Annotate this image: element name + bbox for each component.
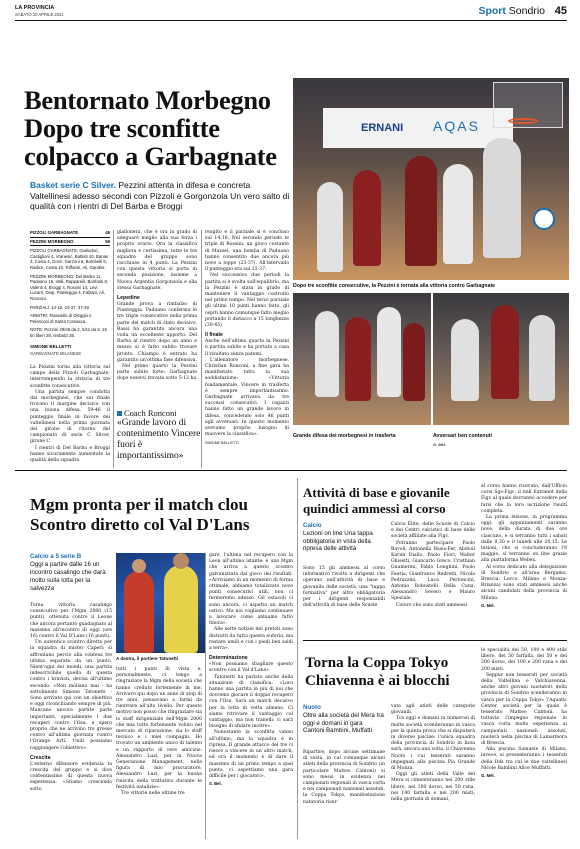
article2-photo <box>116 553 206 653</box>
player-shape <box>529 315 555 401</box>
article2-col1 <box>30 603 112 793</box>
stats-line5: NOTE: Pezzini 29/46 da 2, 5/11 da 3, 16 tiri liberi 28, rimbalzi 35. <box>30 327 107 338</box>
paper-name: LA PROVINCIA <box>15 5 55 11</box>
article2-photo-caption: A destra, il portiere Tatonetti <box>116 656 179 661</box>
byline-place: GARBAGNATE MILANESE <box>30 351 82 356</box>
article4-headline-line2: Chiavenna è ai blocchi <box>305 672 450 689</box>
column-divider <box>201 230 202 468</box>
quote-marker-icon <box>117 411 122 416</box>
main-photo <box>293 78 569 280</box>
article3-byline: G. Mel. <box>481 602 495 608</box>
player-shape <box>491 305 519 399</box>
main-headline-line3: colpacco a Garbagnate <box>24 141 277 171</box>
article4-headline <box>305 655 485 690</box>
main-kicker: Basket serie C Silver. <box>30 180 117 190</box>
player-shape <box>317 182 343 272</box>
stats-row-team2 <box>30 239 110 247</box>
article2-headline <box>30 495 292 534</box>
stats-line1: PIZZOLI GARBAGNATE: Giuliodori, Castiglioni 4, Vranesic, Battisti 10, Banas 3, Costa 4, Gorzi, Garzoni 6, Bombelli 6, Radice, Costa 10, Toffanin, Ali, Gandini. <box>30 248 109 270</box>
paragraph: Alla piscina Samuele di Milano, invece, si presenteranno i tesserati della Dds tra cui le due valtellinesi Nicole Bambini Alice Muffatti. <box>481 747 567 771</box>
paragraph: Alle sette notizie del pretoti sono distrutti da tutta questa euforia, ma restare umili e con i piedi ben saldi a terra». <box>209 627 293 652</box>
player-shape <box>124 571 154 653</box>
paragraph: tutti i punti di vista e, personalmente, ci tengo a ringraziare la Mgm della società che hanno creduto fortemente in me. Arrivavo qui dopo un anno di stop di tre anni, pensavano a farmi da rientrare all'alto livello. Per questo motivo non posso che ringraziare sia lo staff dirigenziale dell'Mgm 2000 che mia tutto fortemente voluto nel mercato di riparazione, sia lo staff tecnico e i miei compagni. Ho trovato un ambiente unico di talento e un rapporto di vere amicizie. Alessandro Luzi, per la Nuova Generazione Management, nella figura di mio procuratore, Alessandro Luzi, per la buona riuscita della trattativa durante le festività natalizie». <box>116 667 202 790</box>
paper-date: SABATO 10 APRILE 2021 <box>15 12 64 17</box>
article2-kicker: Calcio a 5 serie B <box>30 553 82 560</box>
photo-credit: G. Mel. <box>433 442 447 447</box>
quote-text: «Grande lavoro di contenimento Vincere fuori è importantissimo» <box>117 418 201 461</box>
paragraph: Sono 15 gli ammessi al corso informativo rivolto a dirigenti che operano nell'attività di base e giovanile delle società, una "tappa formativa" per altro obbligatoria per i dirigenti responsabili dell'attività di base delle Scuole <box>303 566 385 609</box>
article2-col2 <box>116 667 202 797</box>
section-sondrio: Sondrio <box>508 5 545 17</box>
article4-byline: G. Mel. <box>481 773 495 779</box>
player-shape <box>353 170 381 266</box>
paragraph: Anche nell'ultimo quarto la Pezzini è partita subito e ha portato a casa il risultato senza patemi. <box>205 339 289 357</box>
stats-line2: PEZZINI MORBEGNO: Del Barba 11, Paduano 16, Valli, Rappareili, Bonfanti 8, Valenti 4, Broggi 4, Rossini 14, Levi Lucarri, Diop, Pianteggia 4, Falzani, Ali, Ronconi. <box>30 273 109 301</box>
byline-name: SIMONE BELLETTI <box>30 344 72 349</box>
quote-author: Coach Ronconi <box>117 408 203 418</box>
header-rule <box>15 20 567 21</box>
article2-headline-line1: Mgm pronta per il match clou <box>30 495 248 514</box>
main-subhead <box>30 180 292 212</box>
player-head <box>132 559 146 573</box>
article3-col2 <box>391 522 475 609</box>
section-sport: Sport <box>478 5 506 17</box>
paragraph: gare, l'ultima nel recupero con la Leon all'ultimo istante: è una Mgm che arriva a questo scontro galvanizzata dal gioco dei risultati. «Arriviamo in un momento di forma ottimale, abbiamo totalizzato nove punti consecutivi utili, non ci fermeremo adesso. Gli ostacoli ci sono ancora, ci aspetta un match ostico. Ma noi vogliamo continuare a lavorare come abbiamo fatto finora». <box>209 553 293 627</box>
article4-subhead <box>303 704 385 735</box>
article2-byline: S. Bel. <box>209 781 222 787</box>
paragraph: Al corso dedicato alla delegazione di Sondrio e all'area Bergamo, Brescia, Lecco, Milano e Monza-Brianza) sono stati ammessi anche alcuni candidati della provincia di Milano. <box>481 564 567 601</box>
paragraph: Nonostante la sconfitta vanno all'ultimo, ma la squadra è in ripresa. Il grande attacco del tre ci riesce a vincere in un altro match, ed ora il momento è di dare il massimo di un primo tempo a quel punto, ci aspettiamo una gara difficile per i giocatori». <box>209 730 293 779</box>
paragraph: giallonera, che è ora in grado di adeguare meglio alla sua forza i proprio orario. Ora la classifica migliora e certissima, tutte le tre squadre del gruppo sono racchiuse in 4 punti. La Pezzini con questa vittoria si porta in seconda posizione, insieme a Nuova Argentia Gorgonzola e alla stessa Garbagnate. <box>117 230 197 291</box>
main-col3 <box>205 230 289 445</box>
paragraph: I rientri di Del Barba e Broggi hanno sicuramente aumentato la qualità della squadra <box>30 445 110 464</box>
paragraph: Coloro che sono stati ammessi <box>396 602 468 608</box>
paragraph: Un autentico scontro diretto per la squadra di mister Caperi: si affrontano perciò alla contesa tre ultima separate da un punto. Nient'ogni dei mondi, una partita indescrivibile quella di questa contro i bravisti, decisa all'ultimo secondo. «Non mollano mai - ha sottolineato Simone Tatonetti - Sono arrivato qui con un obiettivo e oggi riconciliando sempre di più. Mancano ancora partite parte importanti, specialmente i due recuperi contro l'Osa, e spero proprio che ne arrivino tre grosse contro all'ultima giornata contro l'Orange Arti. Uniti possiamo raggiungere l'obiettivo». <box>30 640 112 751</box>
paragraph: «Non possiamo sbagliare questo scontro con il Val d'Lans». <box>209 662 293 674</box>
main-byline <box>30 344 110 356</box>
team2-score: 59 <box>105 238 110 244</box>
article3-kicker: Calcio <box>303 522 322 529</box>
paragraph: le specialità dei 50, 100 e 400 stile libero, dei 50 farfalla, dei 50 e dei 200 dorso, dei 100 e 200 rana e dei 200 misti. <box>481 648 567 672</box>
article2-subhead <box>30 553 112 593</box>
column-divider <box>297 478 298 839</box>
article4-col1 <box>303 750 385 806</box>
photo-brand-aqas: AQAS <box>433 118 480 134</box>
player-shape <box>403 323 425 401</box>
stats-line4: ARBITRI: Tarasiello di Oleggio e Pelanconi di Santa Comasca. <box>30 313 92 324</box>
article3-col3 <box>481 484 567 608</box>
team1-score: 46 <box>105 230 110 235</box>
article3-headline-line2: quindici ammessi al corso <box>303 500 446 516</box>
player-shape <box>315 311 339 397</box>
player-shape <box>345 317 371 401</box>
pull-quote <box>117 408 203 462</box>
paragraph: L'esterno difensore evidenzia la crescita del gruppo e si dice contentissimo di questa nuova esperienza: «Stiamo crescendo sotto <box>30 761 112 792</box>
player-shape <box>483 138 521 258</box>
paragraph: Potranno partecipare Paolo Bavoli, Antonella Basis-Fer, Abdoul Karim Diallo, Paolo Fiori, Walter Ghisetti, Giancarlo Greco, Cristhian Guamermi, Fabio Longhini, Paolo Faeria, Gianfranco Redretti, Nicola Pedrazzini, Luca Pertoncini, Antonio Robustelli Della Cuna, Alessandro Severo e Mauro Speziale. <box>391 540 475 602</box>
paragraph: L'allenatore morbegnese, Christian Ronconi, a fine gara ha manifestato tutta la sua soddisfazione: «Vittoria fondamentale. Vincere in trasferta è sempre importantissimo. Garbagnate arrivava da tre successi consecutivi. I ragazzi hanno fatto un grande lavoro in difesa, concedendo solo 46 punti agli avversari. In questo momento avevamo proprio bisogno di muovere la classifica». <box>205 357 289 438</box>
paragraph: Nel primo quarto la Pezzini parte subito forte: Garbagnate dopo essersi trovata sotto 5-12 ha <box>117 364 197 382</box>
article2-col3 <box>209 553 293 786</box>
stats-box <box>30 230 110 339</box>
main-headline-line1: Bentornato Morbegno <box>24 85 271 115</box>
page-header <box>15 5 567 19</box>
player-shape <box>451 319 479 401</box>
photo-brand-ernani: ERNANI <box>361 122 404 134</box>
section-rule <box>15 470 567 471</box>
subheading-lepedine: Lepedine <box>117 295 140 302</box>
paragraph: Ripartire, dopo alcune settimane di sosta, in cui comunque alcuni atleti della provincia di Sondrio (in particolare Matteo Cantoni) si sono messi in evidenza nei campionati regionali in vasca corta e nei campionati nazionali assoluti, la Coppa Tokyo, manifestazione natatoria riser- <box>303 750 385 805</box>
article4-col2 <box>391 704 475 803</box>
article2-subhead-text: Oggi a partire dalle 16 un incontro casalingo che darà molto sulla lotta per la salvezza <box>30 561 106 592</box>
paragraph: Oggi gli atleti della Valle del Mera si cimenteranno nei 200 stile libero, nei 100 dorso, nei 50 rana, nei 100 farfalla e nei 200 misti; nella giornata di domani, <box>391 772 475 803</box>
paragraph: Nel successivo due periodi la partita si è svolta sull'equilibrio, ma la Pezzini è stata in grado di mantenere il vantaggio costruito nel primo tempo. Nel terzo parziale gli ultimi 10 punti hanno fatto, gli ospiti hanno comunque fatto meglio portando il distacco a 15 lunghezze (30-45). <box>205 273 289 329</box>
main-col1 <box>30 365 110 464</box>
section-title <box>478 5 545 17</box>
paragraph: vata agli atleti delle categorie giovanili. <box>391 704 475 716</box>
col3-byline: SIMONE BELLETTI <box>205 440 239 445</box>
page-number: 45 <box>554 5 567 17</box>
player-shape <box>405 156 437 266</box>
player-shape <box>443 164 473 264</box>
article4-subhead-text: Oltre alla società del Mera tra oggi e domani in gara Cantoni Bambini, Muffatti <box>303 711 384 735</box>
article3-col1 <box>303 566 385 609</box>
main-headline <box>24 86 284 170</box>
article3-subhead-text: Lezioni on line Una tappa obbligatoria in vista della ripresa delle attività <box>303 529 373 553</box>
main-subhead-text: Pezzini attenta in difesa e concreta Valtellinesi adesso secondi con Pizzoli e Gorgonzola Un vero salto di qualità con i rientri di Del Barba e Broggi <box>30 180 290 211</box>
caption-opponents: Avversari ben contenuti <box>433 433 492 439</box>
paragraph: Seppur non tesserati per società della Valtellina e Valchiavenna, anche altri giovani nuotatori della provincia di Sondrio scenderanno in vasca per la Coppa Tokyo: l'Aquatic Center, società per la quale è tesserato Matteo Cantoni, ha tuttavia l'impegno regionale in vasca corta molto esperienza ai campionati nazionali assoluti, nuoterà nella piscina di Lamarmora di Brescia. <box>481 672 567 747</box>
player-head <box>173 553 189 569</box>
paragraph: Grande prova a rimbalzo di Pianteggia. Paduano conferma le tre triple consecutive nella prima parte del match di stato decisivo. Bassi ha garantito ancora una volta un eccellente apporto. Del Barba al rientro dopo un anno e mezzo si è fatto subito trovare pronto. Chiampo è entrato ha garantito un'ottima fase difensiva. <box>117 302 198 363</box>
player-shape <box>164 565 198 653</box>
paragraph: Una partita sempre condotta dai morbegnesi, che sul finale trovano il margine decisivo con una buona difesa. 59-46 il punteggio finale in favore dei valtellinesi nella prima giornata del girone di ritorno del campionato di serie C Silver, girone C. <box>30 389 110 445</box>
column-divider <box>205 553 206 839</box>
stats-line3: PARZIALI: 14-16, 23-37, 37-49 <box>30 304 89 310</box>
team1-name: PIZZOLI GARBAGNATE <box>30 230 79 235</box>
article2-headline-line2: Scontro diretto col Val D'Lans <box>30 514 250 534</box>
photo-banner <box>323 108 513 148</box>
article4-headline-line1: Torna la Coppa Tokyo <box>305 655 449 671</box>
subheading-finale: Il finale <box>205 332 223 339</box>
player-shape <box>377 307 401 397</box>
paragraph: Tra oggi e domani in numerosi di molte società scenderanno in vasca per la quinta prova che si disputerà in diverse piscine: l'unica squadra della provincia di Sondrio in lizza sarà, ancora una volta, il Chiavenna Nuoto i cui tesserati saranno impegnati alla piscina Pia Grande di Monza. <box>391 716 475 772</box>
subheading-determinazione: Determinazione <box>209 655 248 662</box>
column-divider <box>113 230 114 468</box>
main-col2 <box>117 230 197 383</box>
article4-kicker: Nuoto <box>303 704 321 711</box>
article3-headline-line1: Attività di base e giovanile <box>303 485 450 500</box>
paragraph: al corso hanno ricevuto, dall'Ufficio corsi Sgs-Figc, il link Extranet della Figc al quale dovranno accedere per farsi che la loro iscrizione risulti completa. <box>481 484 567 514</box>
paragraph: La prima lezione, in programma oggi, gli appuntamenti saranno nove, della durata di due ore ciascuno, e si terranno tutti i sabati dalle 9,30 e il lunedì alle 20,15. Le lezioni, che si concluderanno l'8 maggio, si terranno on line grazie alla piattaforma Webex. <box>481 515 567 564</box>
subheading-crescita: Crescita <box>30 754 51 761</box>
paragraph: La Pezzini torna alla vittoria sul campo della Pizzoli Garbagnate, interrompendo la striscia di tre sconfitte consecutive. <box>30 365 110 389</box>
paragraph: Tre vittorie nelle ultime tre <box>121 791 185 797</box>
stats-row-team1 <box>30 230 110 238</box>
basket-hoop <box>508 118 538 124</box>
photo-opponents <box>433 293 569 425</box>
caption-defense: Grande difesa dei morbegnesi in trasferta <box>293 433 396 439</box>
photo-defense <box>293 293 431 425</box>
paragraph: reagito e il parziale si è concluso sul 14-16. Nel secondo periodo le triple di Rossini, un gioco costante di Mazzei, una bomba di Paduano hanno consentito due ancora più nove a loppo (23-37). All'intervallo il punteggio era sul 23-37. <box>205 230 289 273</box>
team2-name: PEZZINI MORBEGNO <box>30 238 74 244</box>
main-headline-line2: Dopo tre sconfitte <box>24 113 220 143</box>
paragraph: Torna vittoria casalingo consecutivo per l'Mgm 2000 (15 punti), ottenuta contro il Leone che ancora pertanto guadagnato al massimo all'incontro di oggi (ore 16) contro il Val D'Lans (16 punti). <box>30 603 112 640</box>
article3-subhead <box>303 522 385 553</box>
paragraph: Tatonetti ha parlato anche della situazione di classifica: «Loro hanno una partita in più di noi che dovremo giocare il doppio recupero con l'Osa. Sarà un match decisivo per la lotta di vetta almeno. Ci siamo ritrovare il vantaggio col vantaggio, ma non tranelli: ci sarà bisogno di sfidare inoltre». <box>209 674 293 730</box>
paragraph: Calcio Élite, delle Scuole di Calcio e dei Centri calcistici di base delle società affiliate alla Figc. <box>391 522 475 540</box>
section-rule <box>303 640 567 641</box>
main-photo-caption: Dopo tre sconfitte consecutive, la Pezzini è tornata alla vittoria contro Garbagnate <box>293 283 496 289</box>
article4-col3 <box>481 648 567 778</box>
photo-logo-badge <box>533 208 555 230</box>
